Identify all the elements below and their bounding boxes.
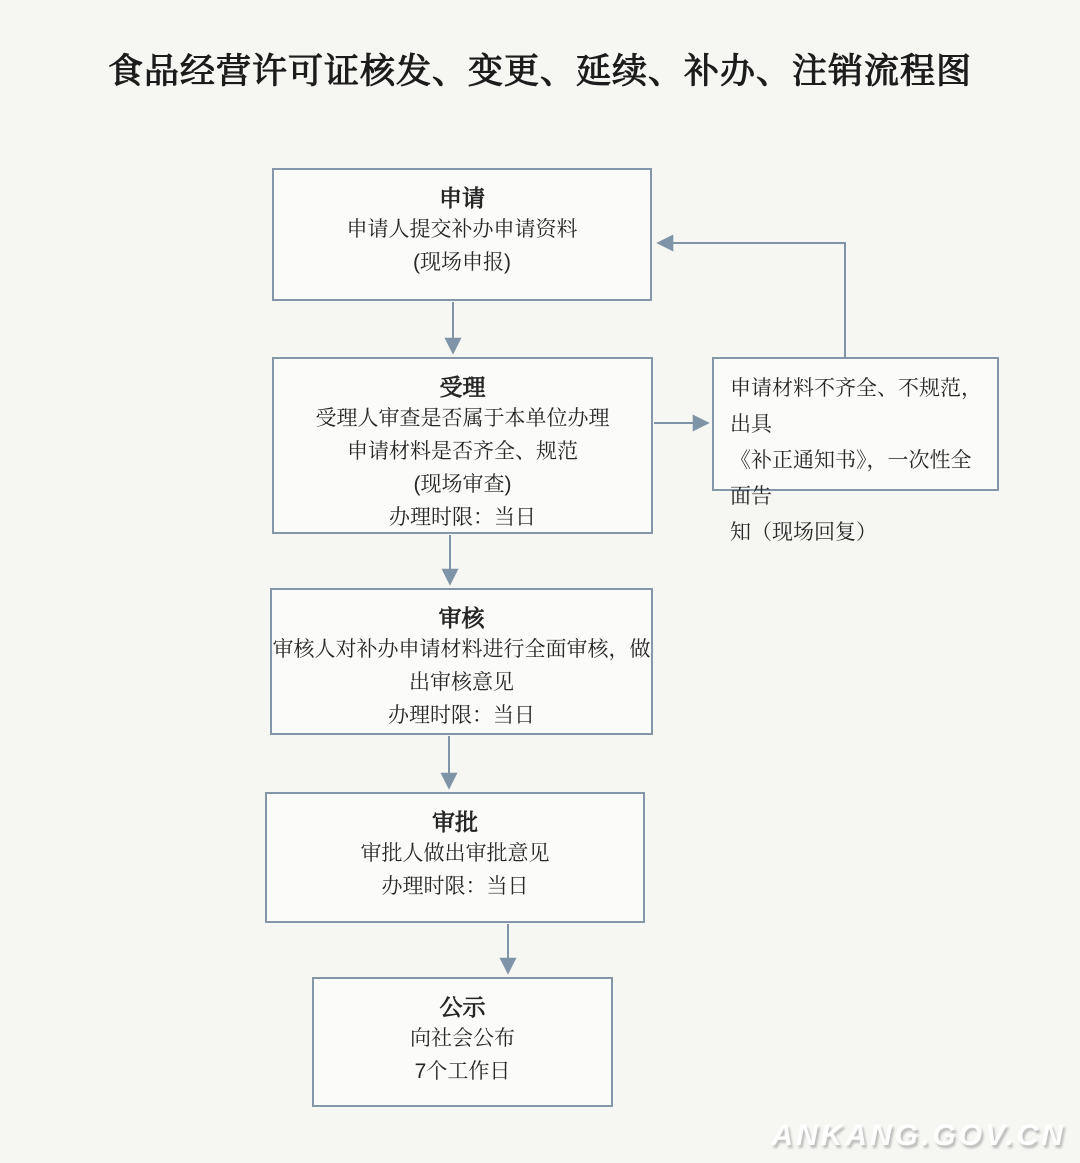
node-approve-line: 审批人做出审批意见 [360,842,550,865]
node-apply-line: (现场申报) [413,251,511,274]
node-publicity-title: 公示 [439,994,486,1020]
node-apply-line: 申请人提交补办申请资料 [346,218,578,241]
node-sidenote [712,357,999,544]
node-publicity [312,977,613,1107]
node-accept [272,357,653,534]
node-sidenote-line: 《补正通知书》，一次性全面告 [730,449,972,508]
node-review-line: 办理时限：当日 [388,704,535,727]
node-review-line: 审核人对补办申请材料进行全面审核，做 [272,638,651,661]
watermark-text: ANKANG.GOV.CN [771,1119,1066,1152]
node-sidenote-line: 申请材料不齐全、不规范，出具 [730,377,982,436]
node-review [270,588,653,735]
node-accept-line: (现场审查) [413,473,512,496]
node-publicity-line: 7个工作日 [414,1060,511,1083]
node-publicity-line: 向社会公布 [410,1027,515,1050]
node-accept-line: 办理时限：当日 [389,506,536,529]
node-review-line: 出审核意见 [409,671,514,694]
node-approve-line: 办理时限：当日 [381,875,529,898]
node-approve-title: 审批 [432,809,478,835]
node-approve [265,792,645,923]
node-accept-line: 申请材料是否齐全、规范 [347,440,578,463]
node-accept-title: 受理 [439,374,486,400]
node-sidenote-line: 知（现场回复） [730,521,877,544]
page-title: 食品经营许可证核发、变更、延续、补办、注销流程图 [107,52,972,91]
node-review-title: 审核 [438,605,485,631]
node-apply [272,168,652,301]
arrow-sidenote-to-apply [658,243,845,357]
node-apply-title: 申请 [439,185,485,211]
node-accept-line: 受理人审查是否属于本单位办理 [315,407,610,430]
